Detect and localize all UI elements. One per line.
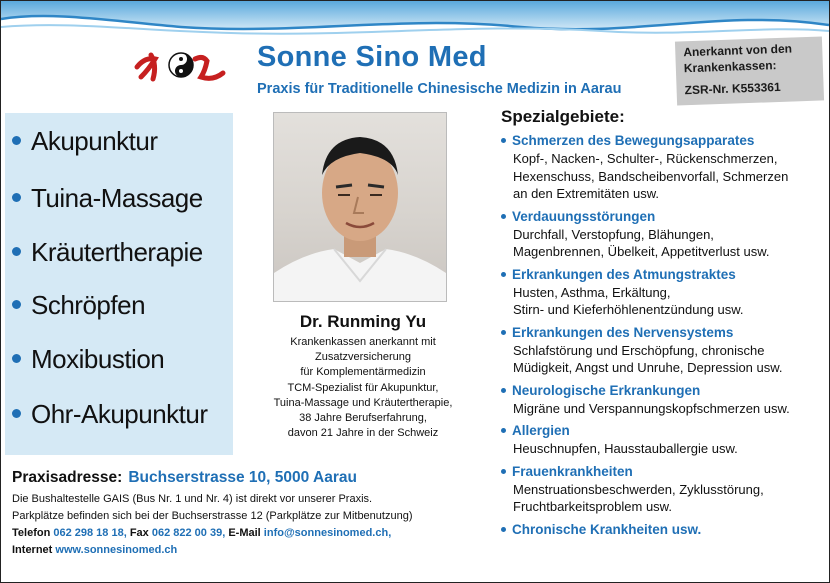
specialty-line: Fruchtbarkeitsproblem usw. — [513, 499, 672, 514]
doctor-info-line: Krankenkassen anerkannt mit — [290, 336, 436, 348]
specialty-heading: Erkrankungen des Atmungstraktes — [512, 266, 736, 282]
specialty-line: Migräne und Verspannungskopfschmerzen usw. — [513, 400, 790, 416]
web-line — [12, 544, 177, 556]
doctor-info-line: 38 Jahre Berufserfahrung, — [299, 412, 427, 425]
specialty-line: Schlafstörung und Erschöpfung, chronische — [513, 342, 765, 358]
service-item: Akupunktur — [12, 126, 158, 157]
bullet-icon — [501, 469, 506, 474]
service-item: Kräutertherapie — [12, 237, 203, 268]
bullet-icon — [501, 138, 506, 143]
specialty-line: Menstruationsbeschwerden, Zyklusstörung, — [513, 481, 764, 497]
specialty-heading: Verdauungsstörungen — [512, 208, 656, 224]
parking-note: Parkplätze befinden sich bei der Buchserstrasse 12 (Parkplätze zur Mitbenutzung) — [12, 510, 413, 522]
doctor-info-line: davon 21 Jahre in der Schweiz — [287, 427, 439, 440]
specialty-line: Müdigkeit, Angst und Unruhe, Depression usw. — [513, 360, 783, 375]
bullet-icon — [501, 330, 506, 335]
doctor-portrait — [273, 112, 447, 302]
insurance-recognition-badge — [675, 36, 824, 105]
specialty-heading: Chronische Krankheiten usw. — [512, 521, 702, 537]
brand-subtitle: Praxis für Traditionelle Chinesische Medizin in Aarau — [257, 81, 622, 97]
address-value: Buchserstrasse 10, 5000 Aarau — [128, 469, 357, 486]
specialty-line: Kopf-, Nacken-, Schulter-, Rückenschmerzen, — [513, 151, 778, 166]
specialty-heading: Erkrankungen des Nervensystems — [512, 324, 734, 340]
specialty-item — [501, 422, 827, 458]
specialty-heading: Allergien — [512, 423, 570, 438]
website-link[interactable]: www.sonnesinomed.ch — [55, 544, 178, 556]
service-item: Ohr-Akupunktur — [12, 399, 208, 430]
doctor-name: Dr. Runming Yu — [299, 312, 427, 331]
specialty-line: Heuschnupfen, Hausstauballergie usw. — [513, 441, 738, 456]
phone-number[interactable]: 062 298 18 18, — [53, 527, 127, 539]
specialty-item — [501, 324, 827, 377]
bullet-icon — [12, 136, 21, 145]
recognition-line-1: Anerkannt von den — [683, 41, 793, 60]
doctor-portrait-illustration — [274, 113, 446, 301]
recognition-line-2: Krankenkassen: — [683, 57, 777, 75]
contact-line — [12, 527, 391, 539]
service-item: Schröpfen — [12, 290, 145, 321]
specialty-line: Husten, Asthma, Erkältung, — [513, 284, 671, 300]
bullet-icon — [12, 300, 21, 309]
specialty-heading: Frauenkrankheiten — [512, 463, 633, 479]
specialty-heading: Schmerzen des Bewegungsapparates — [512, 133, 755, 148]
doctor-info-line: TCM-Spezialist für Akupunktur, — [287, 381, 439, 394]
bullet-icon — [501, 388, 506, 393]
specialty-line: Durchfall, Verstopfung, Blähungen, — [513, 226, 714, 242]
email-link[interactable]: info@sonnesinomed.ch, — [263, 527, 392, 539]
bus-note: Die Bushaltestelle GAIS (Bus Nr. 1 und Nr. 4) ist direkt vor unserer Praxis. — [12, 493, 373, 505]
zsr-number: ZSR-Nr. K553361 — [684, 80, 781, 98]
specialty-line: Hexenschuss, Bandscheibenvorfall, Schmerzen — [513, 168, 789, 184]
phone-label: Telefon — [12, 527, 51, 539]
fax-label: Fax — [129, 527, 149, 539]
service-item: Tuina-Massage — [12, 183, 203, 214]
specialties-title: Spezialgebiete: — [501, 107, 625, 126]
bullet-icon — [12, 247, 21, 256]
specialty-heading: Neurologische Erkrankungen — [512, 382, 701, 398]
doctor-info-line: Zusatzversicherung — [315, 351, 411, 364]
header-wave-decoration — [1, 1, 829, 41]
brand-name: Sonne Sino Med — [257, 41, 487, 73]
specialties-list — [501, 132, 827, 544]
services-panel — [5, 113, 233, 455]
doctor-info — [245, 335, 481, 441]
specialty-item — [501, 266, 827, 319]
service-item: Moxibustion — [12, 344, 164, 375]
bullet-icon — [501, 527, 506, 532]
web-label: Internet — [12, 544, 53, 556]
bullet-icon — [501, 272, 506, 277]
specialty-item — [501, 521, 827, 539]
address-label: Praxisadresse: — [12, 469, 123, 486]
specialty-item — [501, 132, 827, 203]
bullet-icon — [12, 409, 21, 418]
practice-address — [12, 469, 357, 487]
specialty-line: Magenbrennen, Übelkeit, Appetitverlust usw. — [513, 244, 770, 259]
email-label: E-Mail — [228, 527, 261, 539]
specialty-line: an den Extremitäten usw. — [513, 186, 659, 201]
specialty-item — [501, 463, 827, 516]
bullet-icon — [12, 354, 21, 363]
doctor-info-line: für Komplementärmedizin — [300, 366, 426, 379]
specialty-item — [501, 208, 827, 261]
bullet-icon — [501, 428, 506, 433]
specialty-line: Stirn- und Kieferhöhlenentzündung usw. — [513, 302, 744, 317]
fax-number: 062 822 00 39, — [151, 527, 226, 539]
logo-icon — [131, 47, 227, 85]
doctor-info-line: Tuina-Massage und Kräutertherapie, — [273, 396, 453, 409]
bullet-icon — [501, 214, 506, 219]
bullet-icon — [12, 193, 21, 202]
specialty-item — [501, 382, 827, 418]
